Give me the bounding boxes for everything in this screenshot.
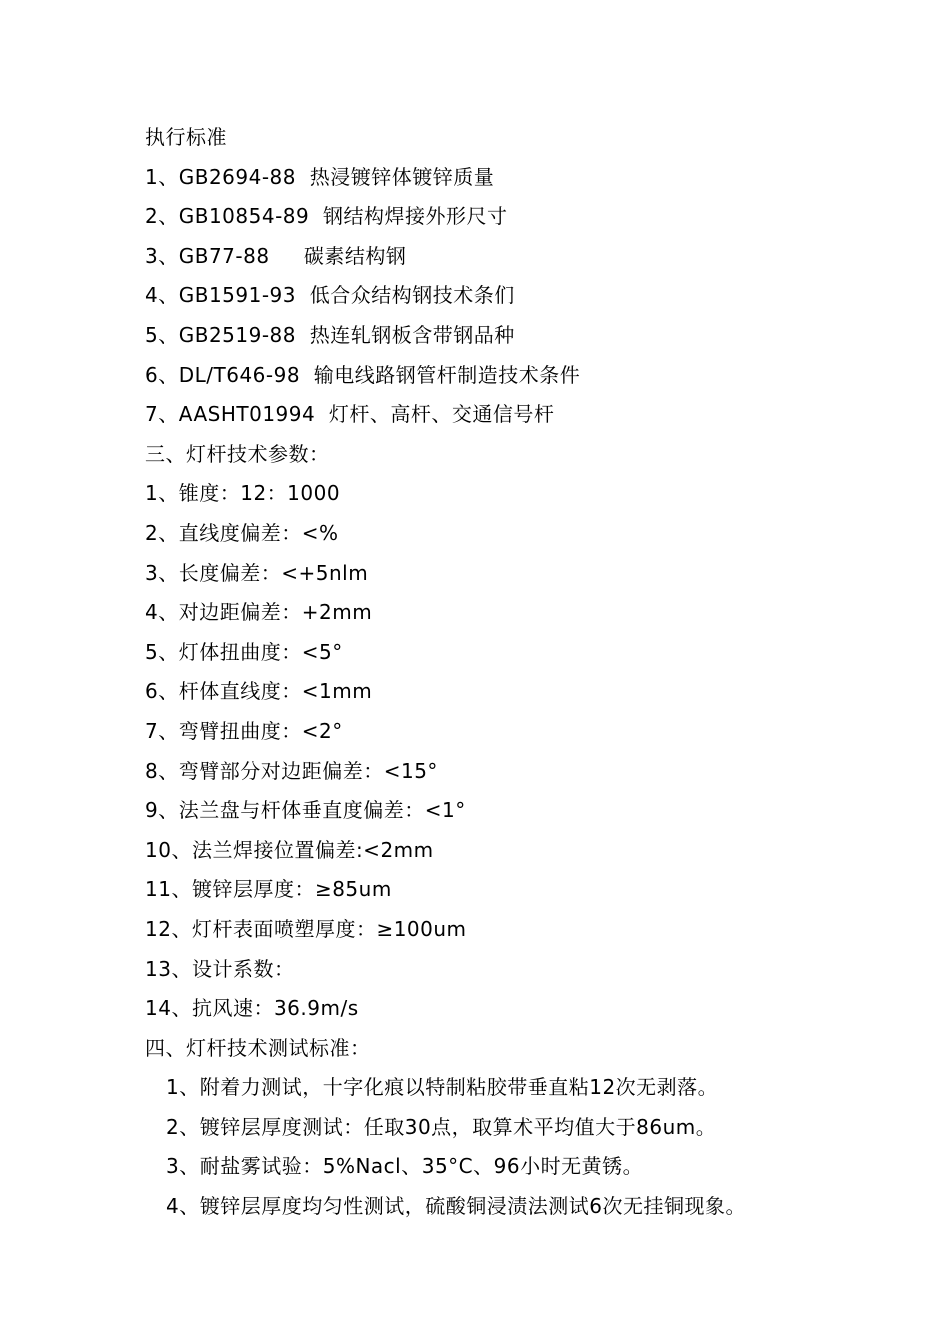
param-item: 5、灯体扭曲度：<5° xyxy=(145,640,343,664)
standard-item: 7、AASHT01994 灯杆、高杆、交通信号杆 xyxy=(145,402,555,426)
param-item: 6、杆体直线度：<1mm xyxy=(145,679,373,703)
param-item: 2、直线度偏差：<% xyxy=(145,521,339,545)
param-item: 14、抗风速：36.9m/s xyxy=(145,996,359,1020)
param-item: 4、对边距偏差：+2mm xyxy=(145,600,373,624)
params-title: 三、灯杆技术参数： xyxy=(145,442,330,466)
test-item: 3、耐盐雾试验：5%Nacl、35°C、96小时无黄锈。 xyxy=(166,1154,644,1178)
param-item: 12、灯杆表面喷塑厚度：≥100um xyxy=(145,917,467,941)
test-item: 1、附着力测试，十字化痕以特制粘胶带垂直粘12次无剥落。 xyxy=(166,1075,719,1099)
standard-item: 4、GB1591-93 低合众结构钢技术条们 xyxy=(145,283,515,307)
test-item: 4、镀锌层厚度均匀性测试，硫酸铜浸渍法测试6次无挂铜现象。 xyxy=(166,1194,746,1218)
param-item: 9、法兰盘与杆体垂直度偏差：<1° xyxy=(145,798,466,822)
param-item: 10、法兰焊接位置偏差:<2mm xyxy=(145,838,434,862)
param-item: 13、设计系数： xyxy=(145,957,295,981)
param-item: 8、弯臂部分对边距偏差：<15° xyxy=(145,759,438,783)
section-heading: 执行标准 xyxy=(145,125,227,149)
param-item: 1、锥度：12：1000 xyxy=(145,481,341,505)
tests-title: 四、灯杆技术测试标准： xyxy=(145,1036,371,1060)
standard-item: 1、GB2694-88 热浸镀锌体镀锌质量 xyxy=(145,165,495,189)
standard-item: 6、DL/T646-98 输电线路钢管杆制造技术条件 xyxy=(145,363,581,387)
test-item: 2、镀锌层厚度测试：任取30点，取算术平均值大于86um。 xyxy=(166,1115,717,1139)
param-item: 3、长度偏差：<+5nlm xyxy=(145,561,369,585)
standard-item: 2、GB10854-89 钢结构焊接外形尺寸 xyxy=(145,204,508,228)
param-item: 11、镀锌层厚度：≥85um xyxy=(145,877,392,901)
standard-item: 5、GB2519-88 热连轧钢板含带钢品种 xyxy=(145,323,515,347)
standard-item: 3、GB77-88 碳素结构钢 xyxy=(145,244,407,268)
param-item: 7、弯臂扭曲度：<2° xyxy=(145,719,343,743)
